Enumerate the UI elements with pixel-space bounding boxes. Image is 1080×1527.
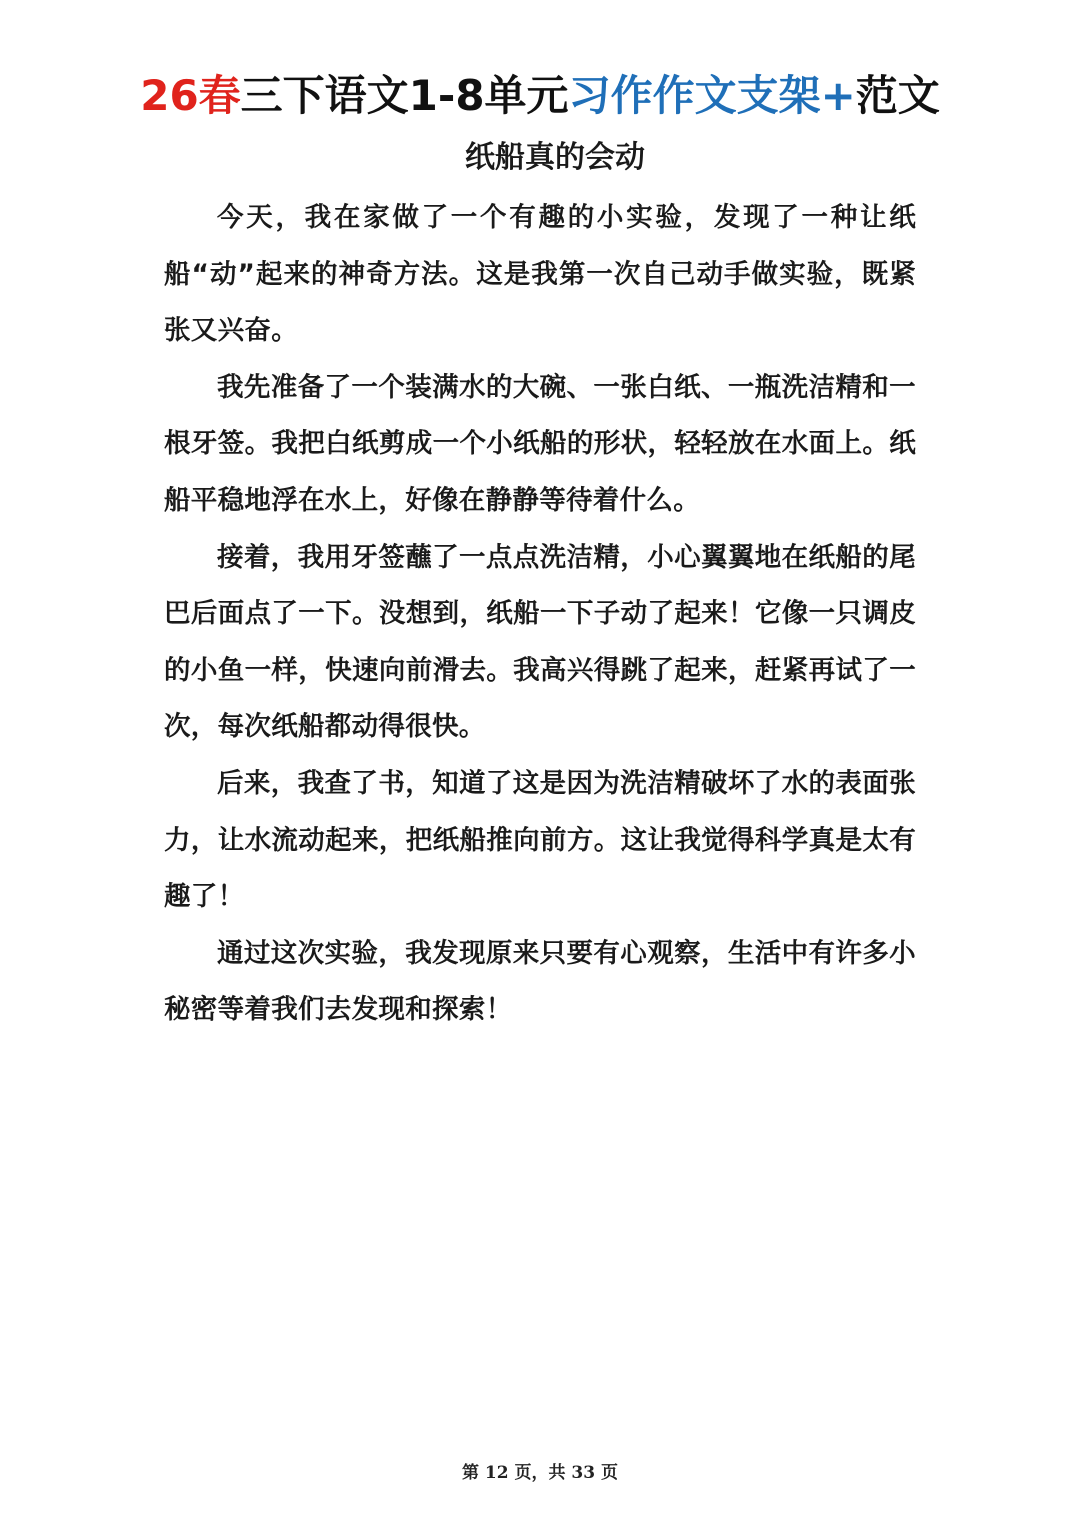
header-title-blue-part: 习作作文支架+ bbox=[568, 71, 856, 120]
page-header-title bbox=[0, 66, 1080, 126]
essay-paragraph: 接着，我用牙签蘸了一点点洗洁精，小心翼翼地在纸船的尾巴后面点了一下。没想到，纸船一下子动了起来！它像一只调皮的小鱼一样，快速向前滑去。我高兴得跳了起来，赶紧再试了一次，每次纸船都动得很快。 bbox=[164, 541, 916, 743]
essay-paragraph: 通过这次实验，我发现原来只要有心观察，生活中有许多小秘密等着我们去发现和探索！ bbox=[164, 937, 916, 1026]
essay-title: 纸船真的会动 bbox=[465, 140, 645, 175]
essay-paragraph: 我先准备了一个装满水的大碗、一张白纸、一瓶洗洁精和一根牙签。我把白纸剪成一个小纸船的形状，轻轻放在水面上。纸船平稳地浮在水上，好像在静静等待着什么。 bbox=[164, 371, 916, 516]
header-title-red-part: 26春 bbox=[140, 71, 241, 120]
header-title-black-part: 三下语文1-8单元 bbox=[240, 71, 569, 120]
essay-paragraph: 后来，我查了书，知道了这是因为洗洁精破坏了水的表面张力，让水流动起来，把纸船推向前方。这让我觉得科学真是太有趣了！ bbox=[164, 767, 916, 913]
header-title-black-part-2: 范文 bbox=[855, 71, 940, 120]
essay-body bbox=[164, 190, 916, 1039]
essay-paragraph: 今天，我在家做了一个有趣的小实验，发现了一种让纸船“动”起来的神奇方法。这是我第一次自己动手做实验，既紧张又兴奋。 bbox=[164, 202, 916, 347]
page-number-footer: 第 12 页，共 33 页 bbox=[462, 1463, 618, 1483]
